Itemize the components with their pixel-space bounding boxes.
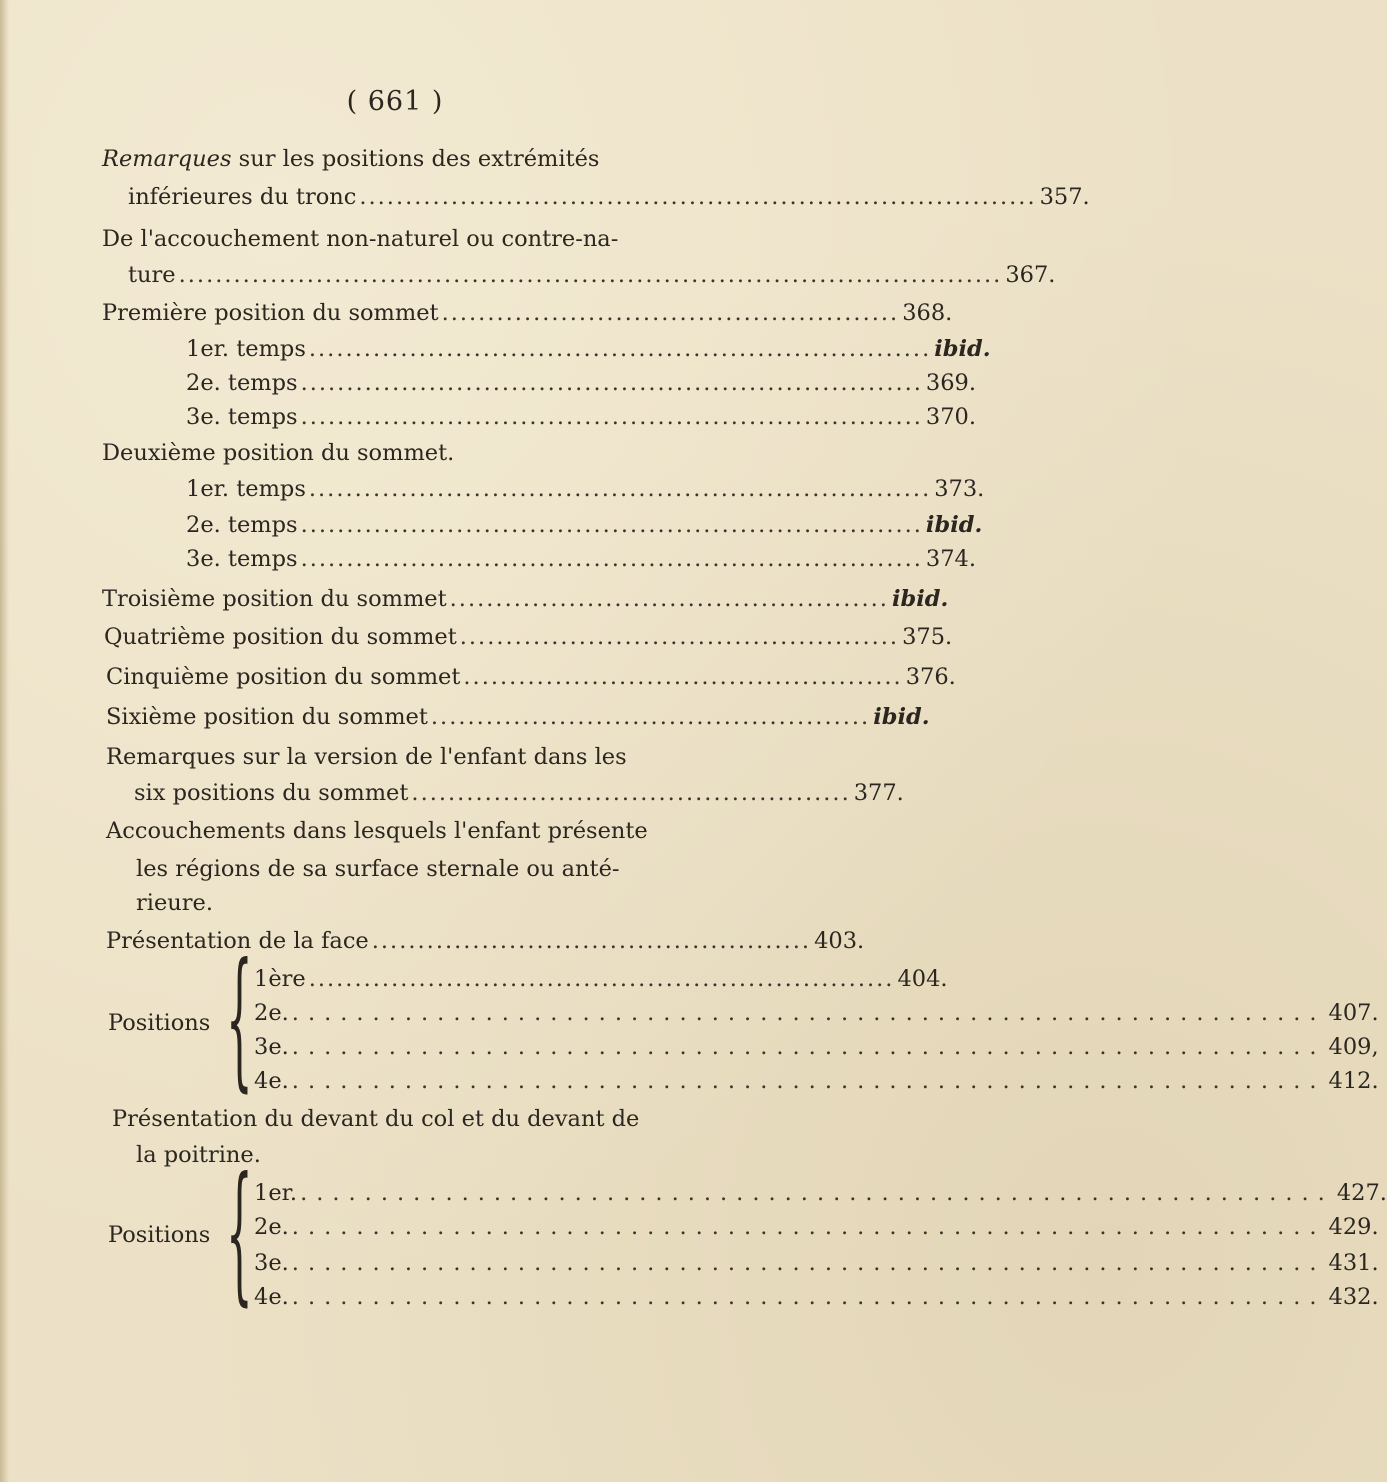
toc-entry-pp-temps-1[interactable] <box>186 336 991 362</box>
toc-heading-accouchements-sternale: Accouchements dans lesquels l'enfant présente <box>106 818 648 844</box>
toc-heading-accouchements-sternale-line2: les régions de sa surface sternale ou anté- <box>136 856 620 882</box>
leader-dots: ................................................................ <box>291 1034 1326 1060</box>
toc-entry-page: 357. <box>1039 184 1090 210</box>
toc-heading-presentation-col: Présentation du devant du col et du devant de <box>112 1106 640 1132</box>
toc-entry-label: 4e. <box>254 1284 289 1310</box>
toc-entry-label: 3e. <box>254 1034 289 1060</box>
leader-dots: ................................................................ <box>291 1214 1326 1240</box>
positions-label-col: Positions <box>108 1222 211 1248</box>
brace-icon: { <box>226 1146 253 1320</box>
toc-heading-accouchement-non-naturel: De l'accouchement non-naturel ou contre-na- <box>102 226 619 252</box>
toc-entry-col-position-3[interactable] <box>254 1250 1379 1276</box>
leader-dots: .......................................................................... <box>359 184 1037 210</box>
leader-dots: .................................................................... <box>300 546 923 572</box>
leader-dots: ................................................................ <box>291 1250 1326 1276</box>
toc-entry-page: 374. <box>925 546 977 572</box>
leader-dots: .................................................................... <box>308 476 932 502</box>
toc-entry-troisieme-position[interactable] <box>102 586 949 612</box>
toc-entry-label: 2e. <box>254 1214 289 1240</box>
toc-entry-quatrieme-position[interactable] <box>104 624 953 650</box>
toc-entry-dp-temps-3[interactable] <box>186 546 977 572</box>
toc-entry-page: 376. <box>905 664 956 690</box>
toc-heading-deuxieme-position: Deuxième position du sommet. <box>102 440 455 466</box>
toc-entry-label: 2e. <box>254 1000 289 1026</box>
toc-entry-label: 2e. temps <box>186 512 298 538</box>
toc-entry-page: 373. <box>934 476 985 502</box>
toc-entry-premiere-position[interactable] <box>102 300 953 326</box>
toc-entry-face-position-2[interactable] <box>254 1000 1379 1026</box>
toc-entry-label: ture <box>128 262 176 288</box>
toc-entry-face-position-4[interactable] <box>254 1068 1379 1094</box>
leader-dots: .................................................................... <box>300 370 923 396</box>
toc-entry-page: 427. <box>1336 1180 1387 1206</box>
toc-entry-six-positions[interactable] <box>134 780 904 806</box>
toc-entry-page: 404. <box>897 966 948 992</box>
toc-entry-inferieures-tronc[interactable] <box>128 184 1090 210</box>
toc-entry-col-position-1[interactable] <box>254 1180 1387 1206</box>
leader-dots: ................................................ <box>430 704 871 730</box>
toc-entry-face-position-3[interactable] <box>254 1034 1379 1060</box>
toc-entry-pp-temps-2[interactable] <box>186 370 977 396</box>
toc-entry-presentation-face[interactable] <box>106 928 865 954</box>
leader-dots: ................................................................ <box>291 1000 1326 1026</box>
toc-entry-contre-nature[interactable] <box>128 262 1056 288</box>
toc-entry-page: 403. <box>814 928 865 954</box>
leader-dots: .................................................. <box>441 300 900 326</box>
toc-entry-page: 412. <box>1328 1068 1379 1094</box>
toc-entry-label: Sixième position du sommet <box>106 704 428 730</box>
positions-label-face: Positions <box>108 1010 211 1036</box>
toc-entry-label: 3e. temps <box>186 546 298 572</box>
toc-entry-page: 409, <box>1328 1034 1379 1060</box>
toc-heading-text: sur les positions des extrémités <box>231 146 600 172</box>
leader-dots: ................................................................ <box>291 1068 1326 1094</box>
toc-entry-page: 432. <box>1328 1284 1379 1310</box>
leader-dots: .......................................................................................... <box>178 262 1003 288</box>
toc-entry-label: Cinquième position du sommet <box>106 664 461 690</box>
toc-entry-label: Présentation de la face <box>106 928 369 954</box>
toc-entry-label: Première position du sommet <box>102 300 439 326</box>
toc-entry-cinquieme-position[interactable] <box>106 664 956 690</box>
toc-entry-label: 4e. <box>254 1068 289 1094</box>
brace-icon: { <box>226 932 253 1106</box>
toc-entry-label: 1er. temps <box>186 336 306 362</box>
toc-entry-face-position-1[interactable] <box>254 966 948 992</box>
leader-dots: ................................................ <box>459 624 900 650</box>
toc-entry-page: 377. <box>853 780 904 806</box>
toc-entry-sixieme-position[interactable] <box>106 704 930 730</box>
toc-entry-label: 3e. temps <box>186 404 298 430</box>
leader-dots: ................................................................ <box>300 1180 1334 1206</box>
toc-heading-remarques-1 <box>102 146 599 172</box>
toc-entry-label: 1er. <box>254 1180 298 1206</box>
toc-entry-label: inférieures du tronc <box>128 184 357 210</box>
toc-entry-page: ibid. <box>891 586 949 612</box>
toc-entry-page: 375. <box>902 624 953 650</box>
toc-entry-page: 368. <box>902 300 953 326</box>
leader-dots: .................................................................... <box>308 336 932 362</box>
toc-heading-accouchements-sternale-line3: rieure. <box>136 890 213 916</box>
toc-entry-page: ibid. <box>925 512 983 538</box>
toc-entry-label: 3e. <box>254 1250 289 1276</box>
toc-heading-presentation-col-line2: la poitrine. <box>136 1142 261 1168</box>
leader-dots: ................................................................ <box>291 1284 1326 1310</box>
toc-entry-label: 1er. temps <box>186 476 306 502</box>
leader-dots: .................................................................... <box>300 512 923 538</box>
page-number: ( 661 ) <box>346 86 444 117</box>
toc-entry-dp-temps-1[interactable] <box>186 476 985 502</box>
toc-entry-label: 1ère <box>254 966 306 992</box>
leader-dots: ................................................................ <box>308 966 895 992</box>
toc-entry-page: 431. <box>1328 1250 1379 1276</box>
toc-entry-label: six positions du sommet <box>134 780 409 806</box>
toc-entry-col-position-2[interactable] <box>254 1214 1379 1240</box>
leader-dots: ................................................ <box>371 928 812 954</box>
toc-heading-italic: Remarques <box>102 146 232 172</box>
toc-entry-label: Quatrième position du sommet <box>104 624 457 650</box>
toc-entry-page: ibid. <box>934 336 991 362</box>
toc-entry-page: 367. <box>1005 262 1056 288</box>
toc-entry-page: 369. <box>925 370 977 396</box>
toc-entry-pp-temps-3[interactable] <box>186 404 977 430</box>
leader-dots: ................................................ <box>411 780 851 806</box>
toc-entry-col-position-4[interactable] <box>254 1284 1379 1310</box>
toc-entry-page: 407. <box>1328 1000 1379 1026</box>
toc-entry-page: ibid. <box>873 704 930 730</box>
toc-entry-label: 2e. temps <box>186 370 298 396</box>
leader-dots: ................................................ <box>463 664 903 690</box>
leader-dots: ................................................ <box>449 586 889 612</box>
toc-entry-page: 370. <box>925 404 977 430</box>
toc-heading-remarques-2: Remarques sur la version de l'enfant dans les <box>106 744 627 770</box>
toc-entry-label: Troisième position du sommet <box>102 586 447 612</box>
toc-entry-dp-temps-2[interactable] <box>186 512 983 538</box>
leader-dots: .................................................................... <box>300 404 923 430</box>
toc-entry-page: 429. <box>1328 1214 1379 1240</box>
